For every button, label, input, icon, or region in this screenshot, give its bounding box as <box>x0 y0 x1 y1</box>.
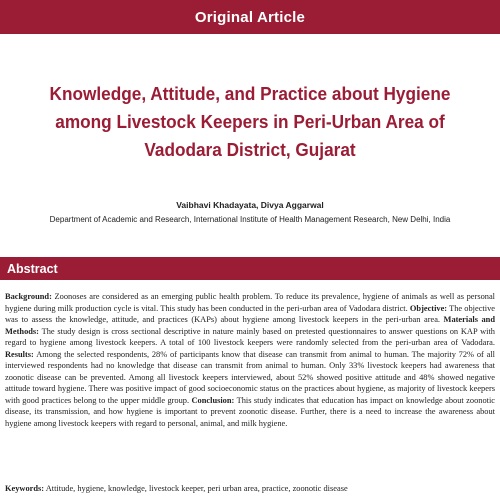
objective-label: Objective: <box>409 303 448 313</box>
keywords-line <box>5 484 495 493</box>
article-type-banner <box>0 0 500 34</box>
keywords-text: Attitude, hygiene, knowledge, livestock keeper, peri urban area, practice, zoonotic disease <box>44 484 348 493</box>
objective-text: The objective was to assess the knowledge, attitude, and practices (KAPs) about hygiene among livestock keepers in the peri-urban area. <box>5 303 495 325</box>
abstract-heading-bar <box>0 257 500 280</box>
results-label: Results: <box>5 349 34 359</box>
results-text: Among the selected respondents, 28% of participants know that disease can transmit from animal to human. The majority 72% of all interviewed respondents had no knowledge that disease can transmit from animal to human. Only 33% livestock keepers had awareness that zoonotic disease can be prevented. Among all livestock keepers interviewed, about 52% showed positive attitude and 48% showed negative attitude toward hygiene. There was positive impact of good socioeconomic status on the practices about hygiene, as majority of livestock keepers with good practices belong to the upper middle group. <box>5 349 495 405</box>
background-label: Background: <box>5 292 52 301</box>
methods-text: The study design is cross sectional descriptive in nature mainly based on pretested questionnaires to answer questions on KAP with regard to hygiene among livestock keepers. A total of 100 livestock keepers were randomly selected from the peri-urban area of Vadodara. <box>5 326 495 348</box>
article-title: Knowledge, Attitude, and Practice about Hygiene among Livestock Keepers in Peri-Urban Area of Vadodara District, Gujarat <box>49 83 451 160</box>
abstract-heading: Abstract <box>7 261 58 276</box>
conclusion-text: This study indicates that education has impact on knowledge about zoonotic disease, its transmission, and how hygiene is important to prevent zoonotic disease. Further, there is a need to increase the awareness about hygiene among livestock keepers with regard to personal, animal, and milk hygiene. <box>5 395 495 429</box>
conclusion-label: Conclusion: <box>191 395 235 405</box>
keywords-label: Keywords: <box>5 484 45 493</box>
article-type-label: Original Article <box>194 8 306 26</box>
methods-label: Materials and Methods: <box>5 315 495 336</box>
author-affiliation: Department of Academic and Research, International Institute of Health Management Research, New Delhi, India <box>49 215 451 224</box>
abstract-body <box>5 291 495 430</box>
background-text: Zoonoses are considered as an emerging public health problem. To reduce its prevalence, hygiene of animals as well as personal hygiene during milk production cycle is vital. This study has been conducted in the peri-urban area of Vadodara district. <box>5 292 495 313</box>
author-list: Vaibhavi Khadayata, Divya Aggarwal <box>176 200 324 210</box>
